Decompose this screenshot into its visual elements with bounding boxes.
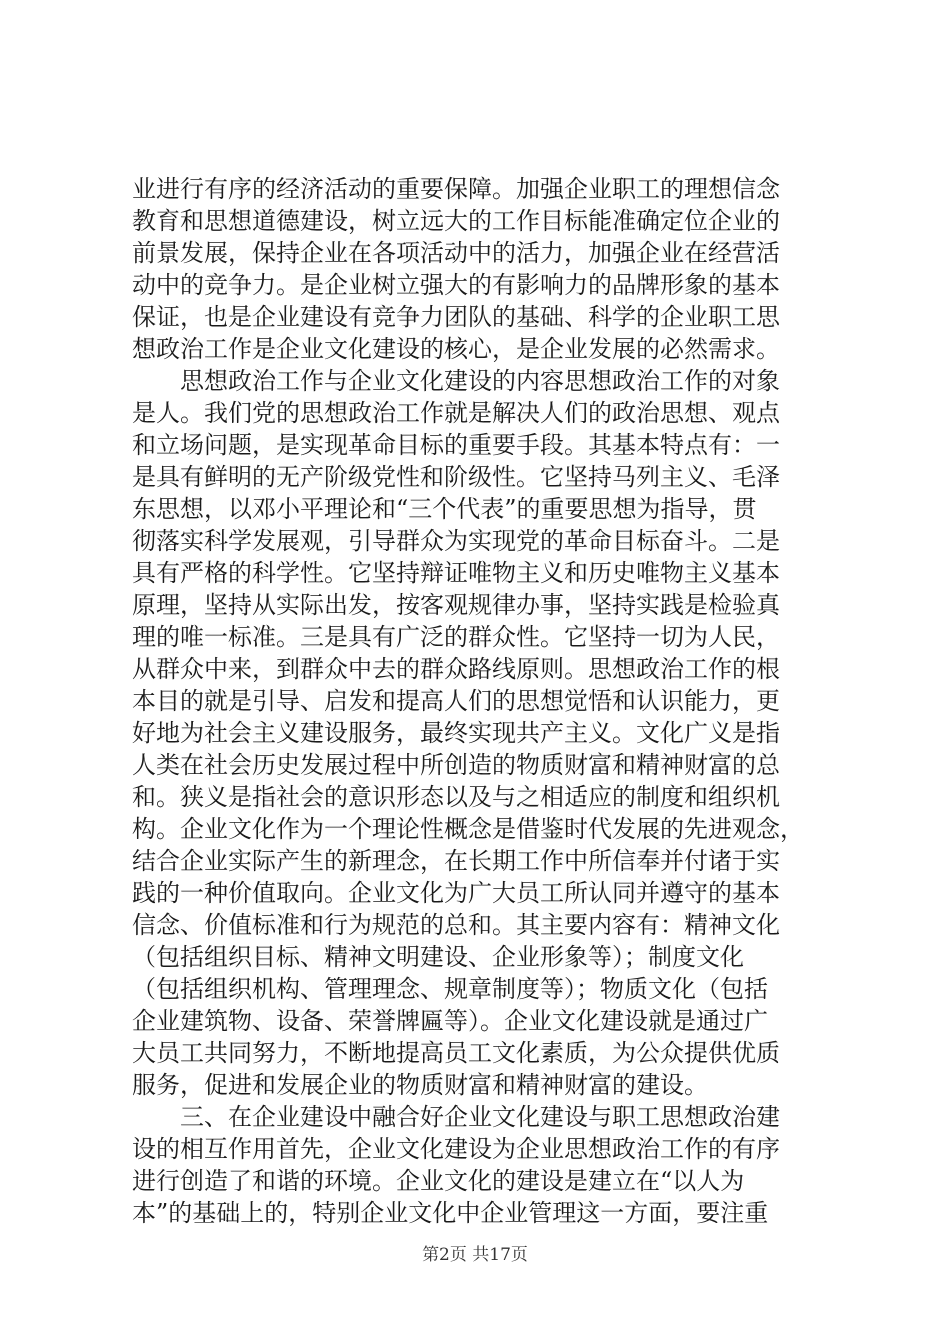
text-line: 信念、价值标准和行为规范的总和。其主要内容有：精神文化 [132,911,780,939]
text-line: 三、在企业建设中融合好企业文化建设与职工思想政治建 [180,1103,780,1131]
text-line: 设的相互作用首先，企业文化建设为企业思想政治工作的有序 [132,1135,780,1163]
text-line: 构。企业文化作为一个理论性概念是借鉴时代发展的先进观念， [132,815,804,843]
text-line: 思想政治工作与企业文化建设的内容思想政治工作的对象 [180,367,780,395]
text-line: 服务，促进和发展企业的物质财富和精神财富的建设。 [132,1071,708,1099]
text-line: 保证，也是企业建设有竞争力团队的基础、科学的企业职工思 [132,303,780,331]
text-line: 彻落实科学发展观，引导群众为实现党的革命目标奋斗。二是 [132,527,780,555]
text-line: 是具有鲜明的无产阶级党性和阶级性。它坚持马列主义、毛泽 [132,463,780,491]
text-line: 理的唯一标准。三是具有广泛的群众性。它坚持一切为人民， [132,623,780,651]
text-line: 东思想，以邓小平理论和“三个代表”的重要思想为指导，贯 [132,495,757,523]
text-line: 本目的就是引导、启发和提高人们的思想觉悟和认识能力，更 [132,687,780,715]
text-line: 前景发展，保持企业在各项活动中的活力，加强企业在经营活 [132,239,780,267]
text-line: 具有严格的科学性。它坚持辩证唯物主义和历史唯物主义基本 [132,559,780,587]
text-line: 大员工共同努力，不断地提高员工文化素质，为公众提供优质 [132,1039,780,1067]
text-line: 原理，坚持从实际出发，按客观规律办事，坚持实践是检验真 [132,591,780,619]
text-line: 和立场问题，是实现革命目标的重要手段。其基本特点有：一 [132,431,780,459]
text-line: 进行创造了和谐的环境。企业文化的建设是建立在“以人为 [132,1167,745,1195]
text-line: 本”的基础上的，特别企业文化中企业管理这一方面，要注重 [132,1199,769,1227]
text-line: 践的一种价值取向。企业文化为广大员工所认同并遵守的基本 [132,879,780,907]
text-line: 好地为社会主义建设服务，最终实现共产主义。文化广义是指 [132,719,780,747]
text-line: 是人。我们党的思想政治工作就是解决人们的政治思想、观点 [132,399,780,427]
text-line: 和。狭义是指社会的意识形态以及与之相适应的制度和组织机 [132,783,780,811]
text-line: 企业建筑物、设备、荣誉牌匾等）。企业文化建设就是通过广 [132,1007,768,1035]
text-line: 教育和思想道德建设，树立远大的工作目标能准确定位企业的 [132,207,780,235]
text-line: 从群众中来，到群众中去的群众路线原则。思想政治工作的根 [132,655,780,683]
text-line: 业进行有序的经济活动的重要保障。加强企业职工的理想信念 [132,175,780,203]
text-line: 想政治工作是企业文化建设的核心，是企业发展的必然需求。 [132,335,780,363]
document-body [132,173,822,1229]
text-line: 人类在社会历史发展过程中所创造的物质财富和精神财富的总 [132,751,780,779]
text-line: （包括组织机构、管理理念、规章制度等）；物质文化（包括 [132,975,768,1003]
text-line: 结合企业实际产生的新理念，在长期工作中所信奉并付诸于实 [132,847,780,875]
text-line: （包括组织目标、精神文明建设、企业形象等）；制度文化 [132,943,744,971]
page-footer: 第2页 共17页 [422,1245,528,1265]
text-line: 动中的竞争力。是企业树立强大的有影响力的品牌形象的基本 [132,271,780,299]
